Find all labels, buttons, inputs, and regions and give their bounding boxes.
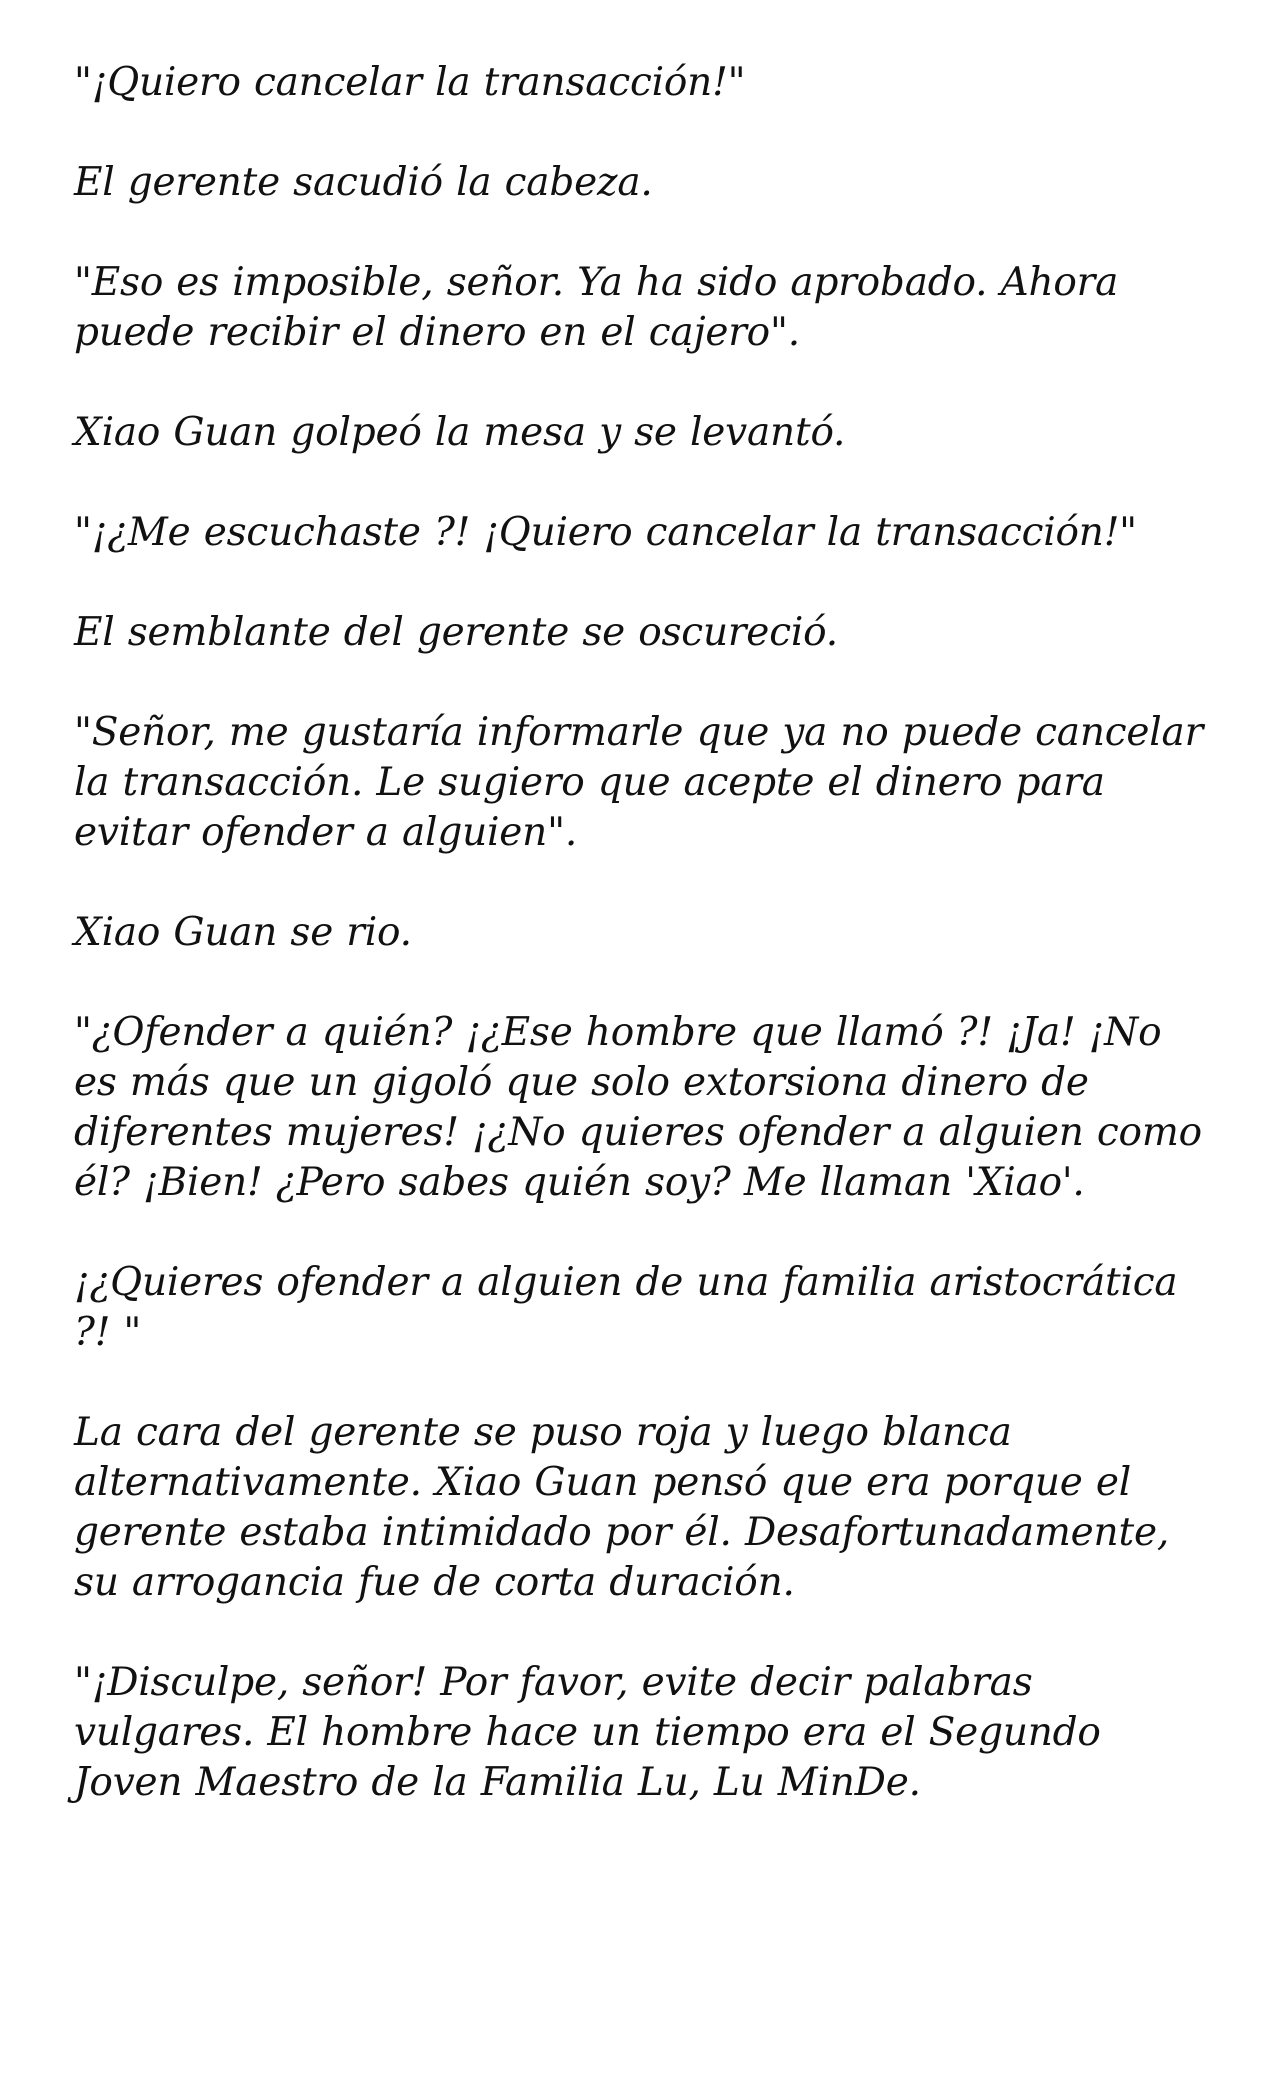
paragraph-7: "Señor, me gustaría informarle que ya no puede cancelar la transacción. Le sugiero que acepte el dinero para evitar ofender a alguien". [74,710,1204,855]
paragraph-5: "¡¿Me escuchaste ?! ¡Quiero cancelar la transacción!" [74,510,1137,555]
document-page [74,58,1204,1808]
paragraph-3: "Eso es imposible, señor. Ya ha sido aprobado. Ahora puede recibir el dinero en el cajero". [74,260,1119,355]
paragraph-6: El semblante del gerente se oscureció. [74,610,838,655]
paragraph-12: "¡Disculpe, señor! Por favor, evite decir palabras vulgares. El hombre hace un tiempo era el Segundo Joven Maestro de la Familia Lu, Lu MinDe. [74,1660,1101,1805]
paragraph-9: "¿Ofender a quién? ¡¿Ese hombre que llamó ?! ¡Ja! ¡No es más que un gigoló que solo extorsiona dinero de diferentes mujeres! ¡¿No quieres ofender a alguien como él? ¡Bien! ¿Pero sabes quién soy? Me llaman 'Xiao'. [74,1010,1202,1205]
paragraph-8: Xiao Guan se rio. [74,910,412,955]
paragraph-4: Xiao Guan golpeó la mesa y se levantó. [74,410,846,455]
paragraph-1: "¡Quiero cancelar la transacción!" [74,60,746,105]
paragraph-11: La cara del gerente se puso roja y luego blanca alternativamente. Xiao Guan pensó que era porque el gerente estaba intimidado por él. Desafortunadamente, su arrogancia fue de corta duración. [74,1410,1170,1605]
paragraph-2: El gerente sacudió la cabeza. [74,160,653,205]
paragraph-10: ¡¿Quieres ofender a alguien de una familia aristocrática ?! " [74,1260,1178,1355]
